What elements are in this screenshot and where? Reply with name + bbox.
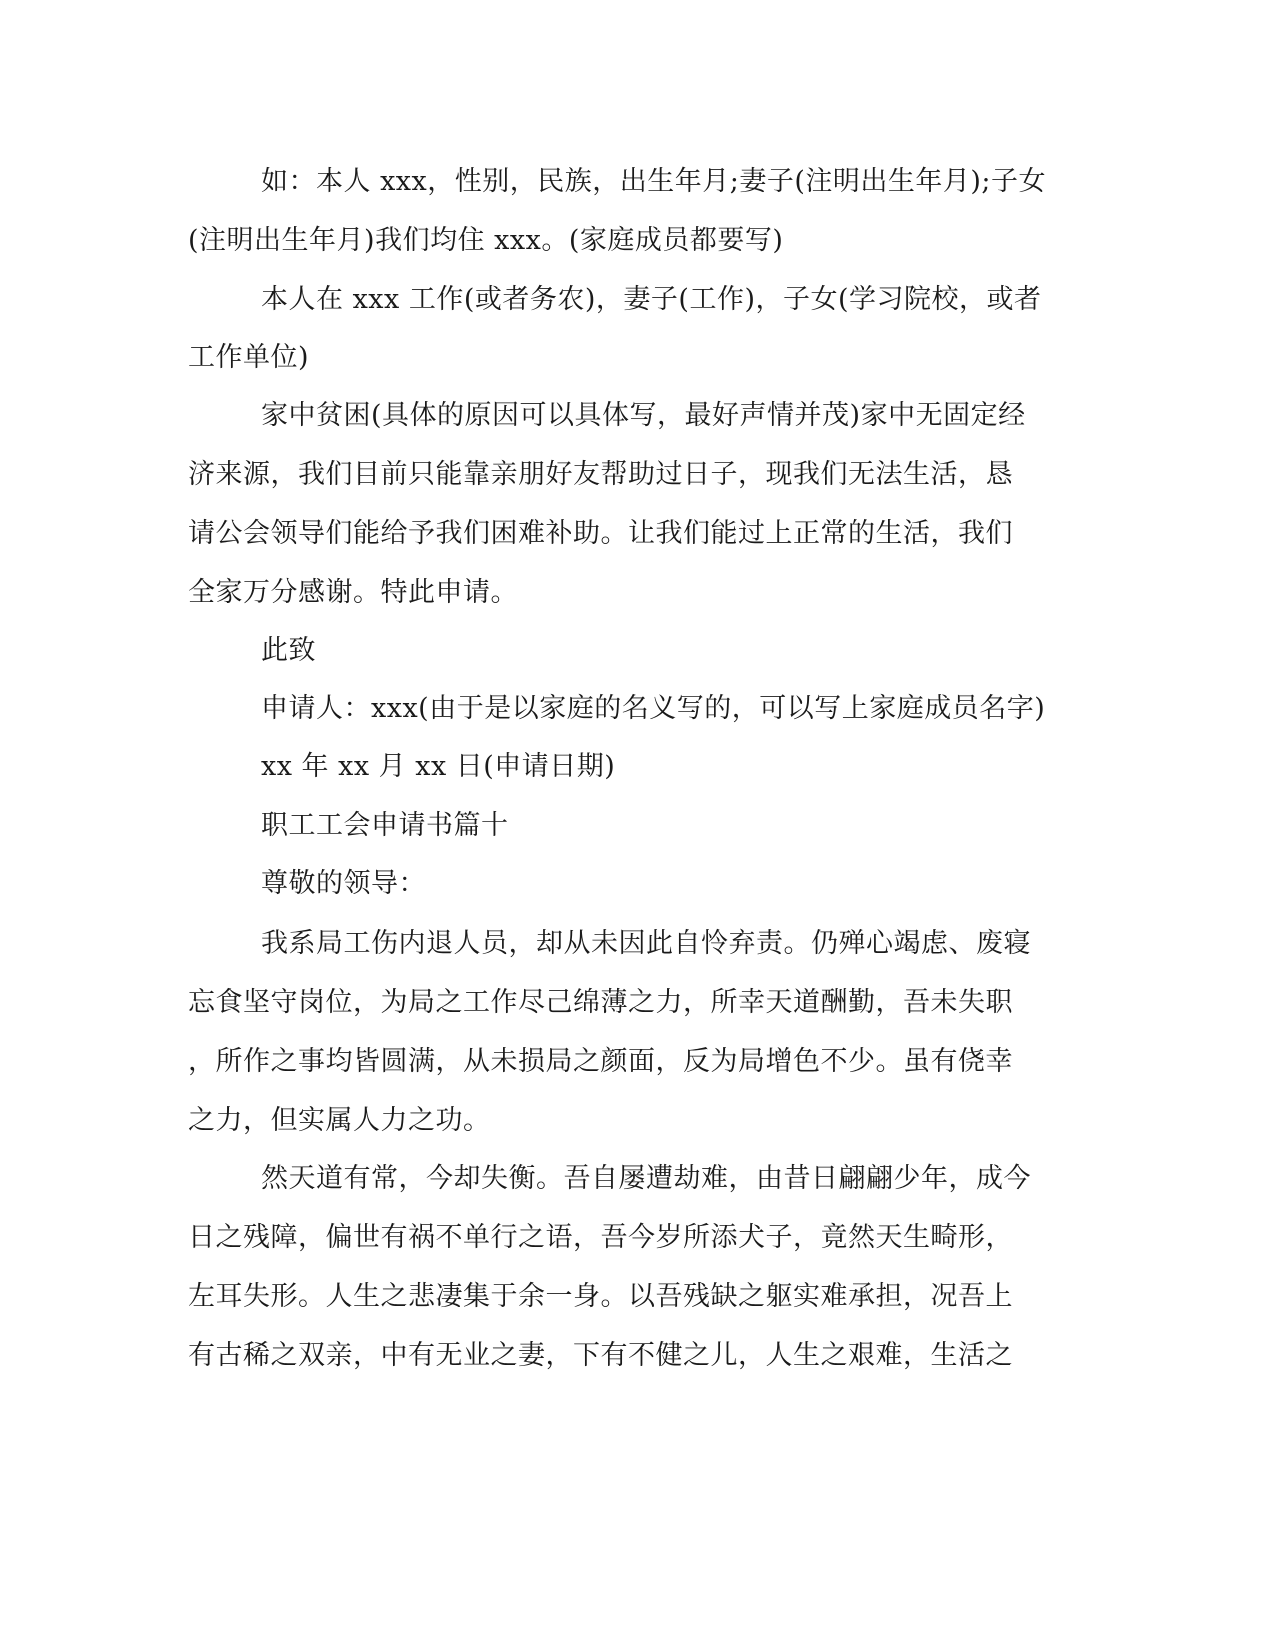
paragraph-line: 日之残障，偏世有祸不单行之语，吾今岁所添犬子，竟然天生畸形， xyxy=(188,1222,1013,1253)
paragraph-line: 然天道有常，今却失衡。吾自屡遭劫难，由昔日翩翩少年，成今 xyxy=(261,1163,1031,1194)
applicant-line: 申请人：xxx(由于是以家庭的名义写的，可以写上家庭成员名字) xyxy=(261,693,1046,724)
paragraph-line: 济来源，我们目前只能靠亲朋好友帮助过日子，现我们无法生活，恳 xyxy=(188,459,1013,490)
paragraph-line: 之力，但实属人力之功。 xyxy=(188,1105,491,1136)
paragraph-line: (注明出生年月)我们均住 xxx。(家庭成员都要写) xyxy=(188,225,784,256)
paragraph-line: 家中贫困(具体的原因可以具体写，最好声情并茂)家中无固定经 xyxy=(261,400,1026,431)
paragraph-line: 请公会领导们能给予我们困难补助。让我们能过上正常的生活，我们 xyxy=(188,518,1013,549)
paragraph-line: 本人在 xxx 工作(或者务农)，妻子(工作)，子女(学习院校，或者 xyxy=(261,284,1042,315)
date-line: xx 年 xx 月 xx 日(申请日期) xyxy=(261,751,616,782)
paragraph-line: 我系局工伤内退人员，却从未因此自怜弃责。仍殚心竭虑、废寝 xyxy=(261,928,1031,959)
section-title: 职工工会申请书篇十 xyxy=(261,810,509,841)
paragraph-line: 有古稀之双亲，中有无业之妻，下有不健之儿，人生之艰难，生活之 xyxy=(188,1340,1013,1371)
paragraph-line: 工作单位) xyxy=(188,342,310,373)
paragraph-line: 如：本人 xxx，性别，民族，出生年月;妻子(注明出生年月);子女 xyxy=(261,166,1047,197)
paragraph-line: 全家万分感谢。特此申请。 xyxy=(188,577,518,608)
paragraph-line: ，所作之事均皆圆满，从未损局之颜面，反为局增色不少。虽有侥幸 xyxy=(188,1046,1013,1077)
paragraph-line: 左耳失形。人生之悲凄集于余一身。以吾残缺之躯实难承担，况吾上 xyxy=(188,1281,1013,1312)
paragraph-line: 忘食坚守岗位，为局之工作尽己绵薄之力，所幸天道酬勤，吾未失职 xyxy=(188,987,1013,1018)
closing-salutation: 此致 xyxy=(261,635,316,666)
greeting: 尊敬的领导： xyxy=(261,868,426,899)
